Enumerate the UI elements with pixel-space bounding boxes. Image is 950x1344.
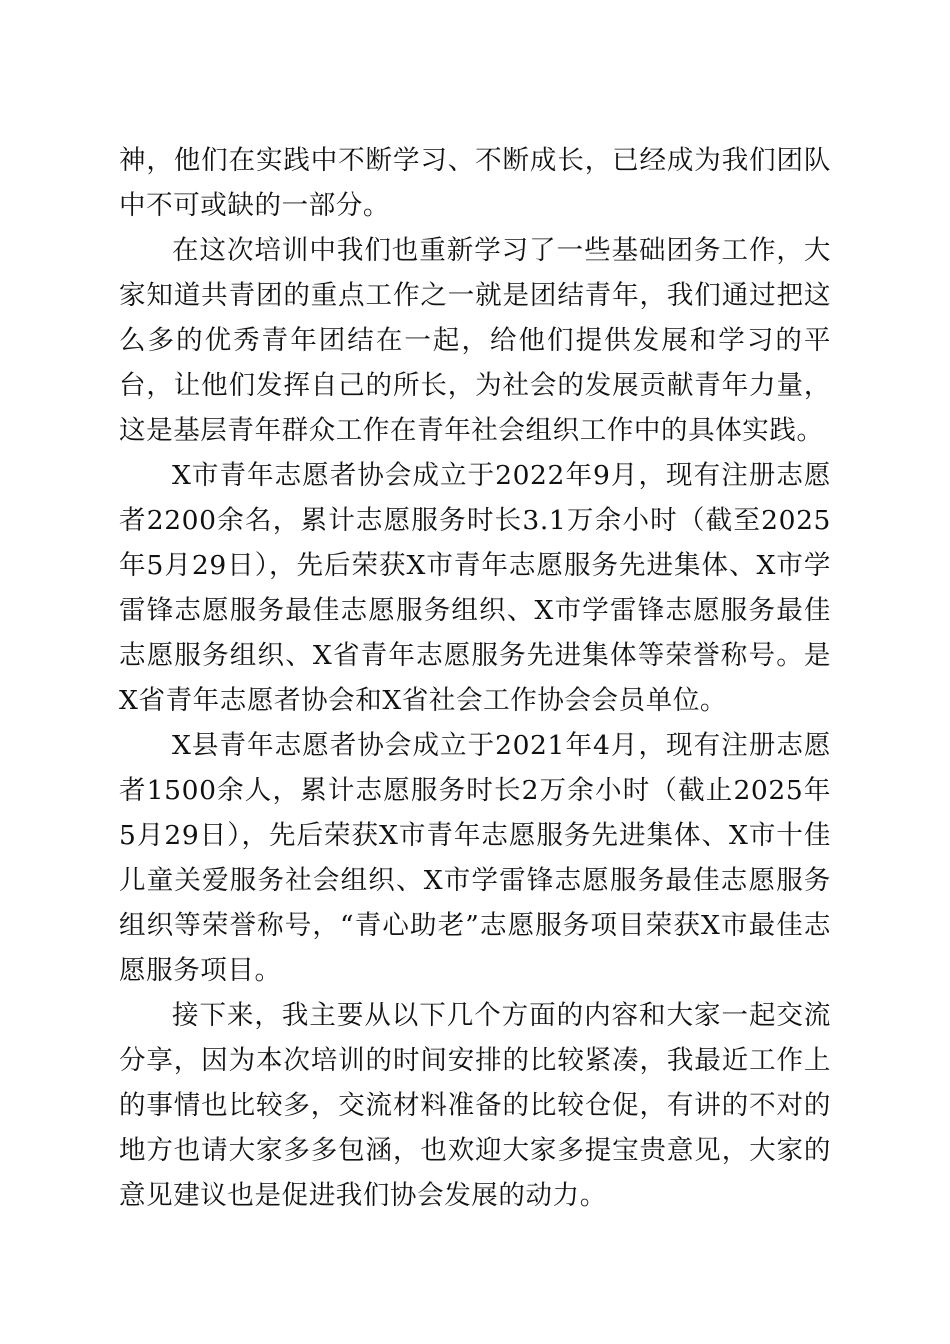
document-body: [119, 138, 831, 1218]
paragraph-5: 接下来，我主要从以下几个方面的内容和大家一起交流分享，因为本次培训的时间安排的比较紧凑，我最近工作上的事情也比较多，交流材料准备的比较仓促，有讲的不对的地方也请大家多多包涵，也欢迎大家多提宝贵意见，大家的意见建议也是促进我们协会发展的动力。: [119, 1000, 831, 1211]
paragraph-1: 神，他们在实践中不断学习、不断成长，已经成为我们团队中不可或缺的一部分。: [119, 145, 831, 221]
paragraph-3: X市青年志愿者协会成立于2022年9月，现有注册志愿者2200余名，累计志愿服务时长3.1万余小时（截至2025年5月29日），先后荣获X市青年志愿服务先进集体、X市学雷锋志愿服务最佳志愿服务组织、X市学雷锋志愿服务最佳志愿服务组织、X省青年志愿服务先进集体等荣誉称号。是X省青年志愿者协会和X省社会工作协会会员单位。: [119, 460, 831, 716]
paragraph-2: 在这次培训中我们也重新学习了一些基础团务工作，大家知道共青团的重点工作之一就是团结青年，我们通过把这么多的优秀青年团结在一起，给他们提供发展和学习的平台，让他们发挥自己的所长，为社会的发展贡献青年力量，这是基层青年群众工作在青年社会组织工作中的具体实践。: [119, 235, 831, 446]
paragraph-4: X县青年志愿者协会成立于2021年4月，现有注册志愿者1500余人，累计志愿服务时长2万余小时（截止2025年5月29日），先后荣获X市青年志愿服务先进集体、X市十佳儿童关爱服务社会组织、X市学雷锋志愿服务最佳志愿服务组织等荣誉称号，“青心助老”志愿服务项目荣获X市最佳志愿服务项目。: [119, 730, 831, 986]
